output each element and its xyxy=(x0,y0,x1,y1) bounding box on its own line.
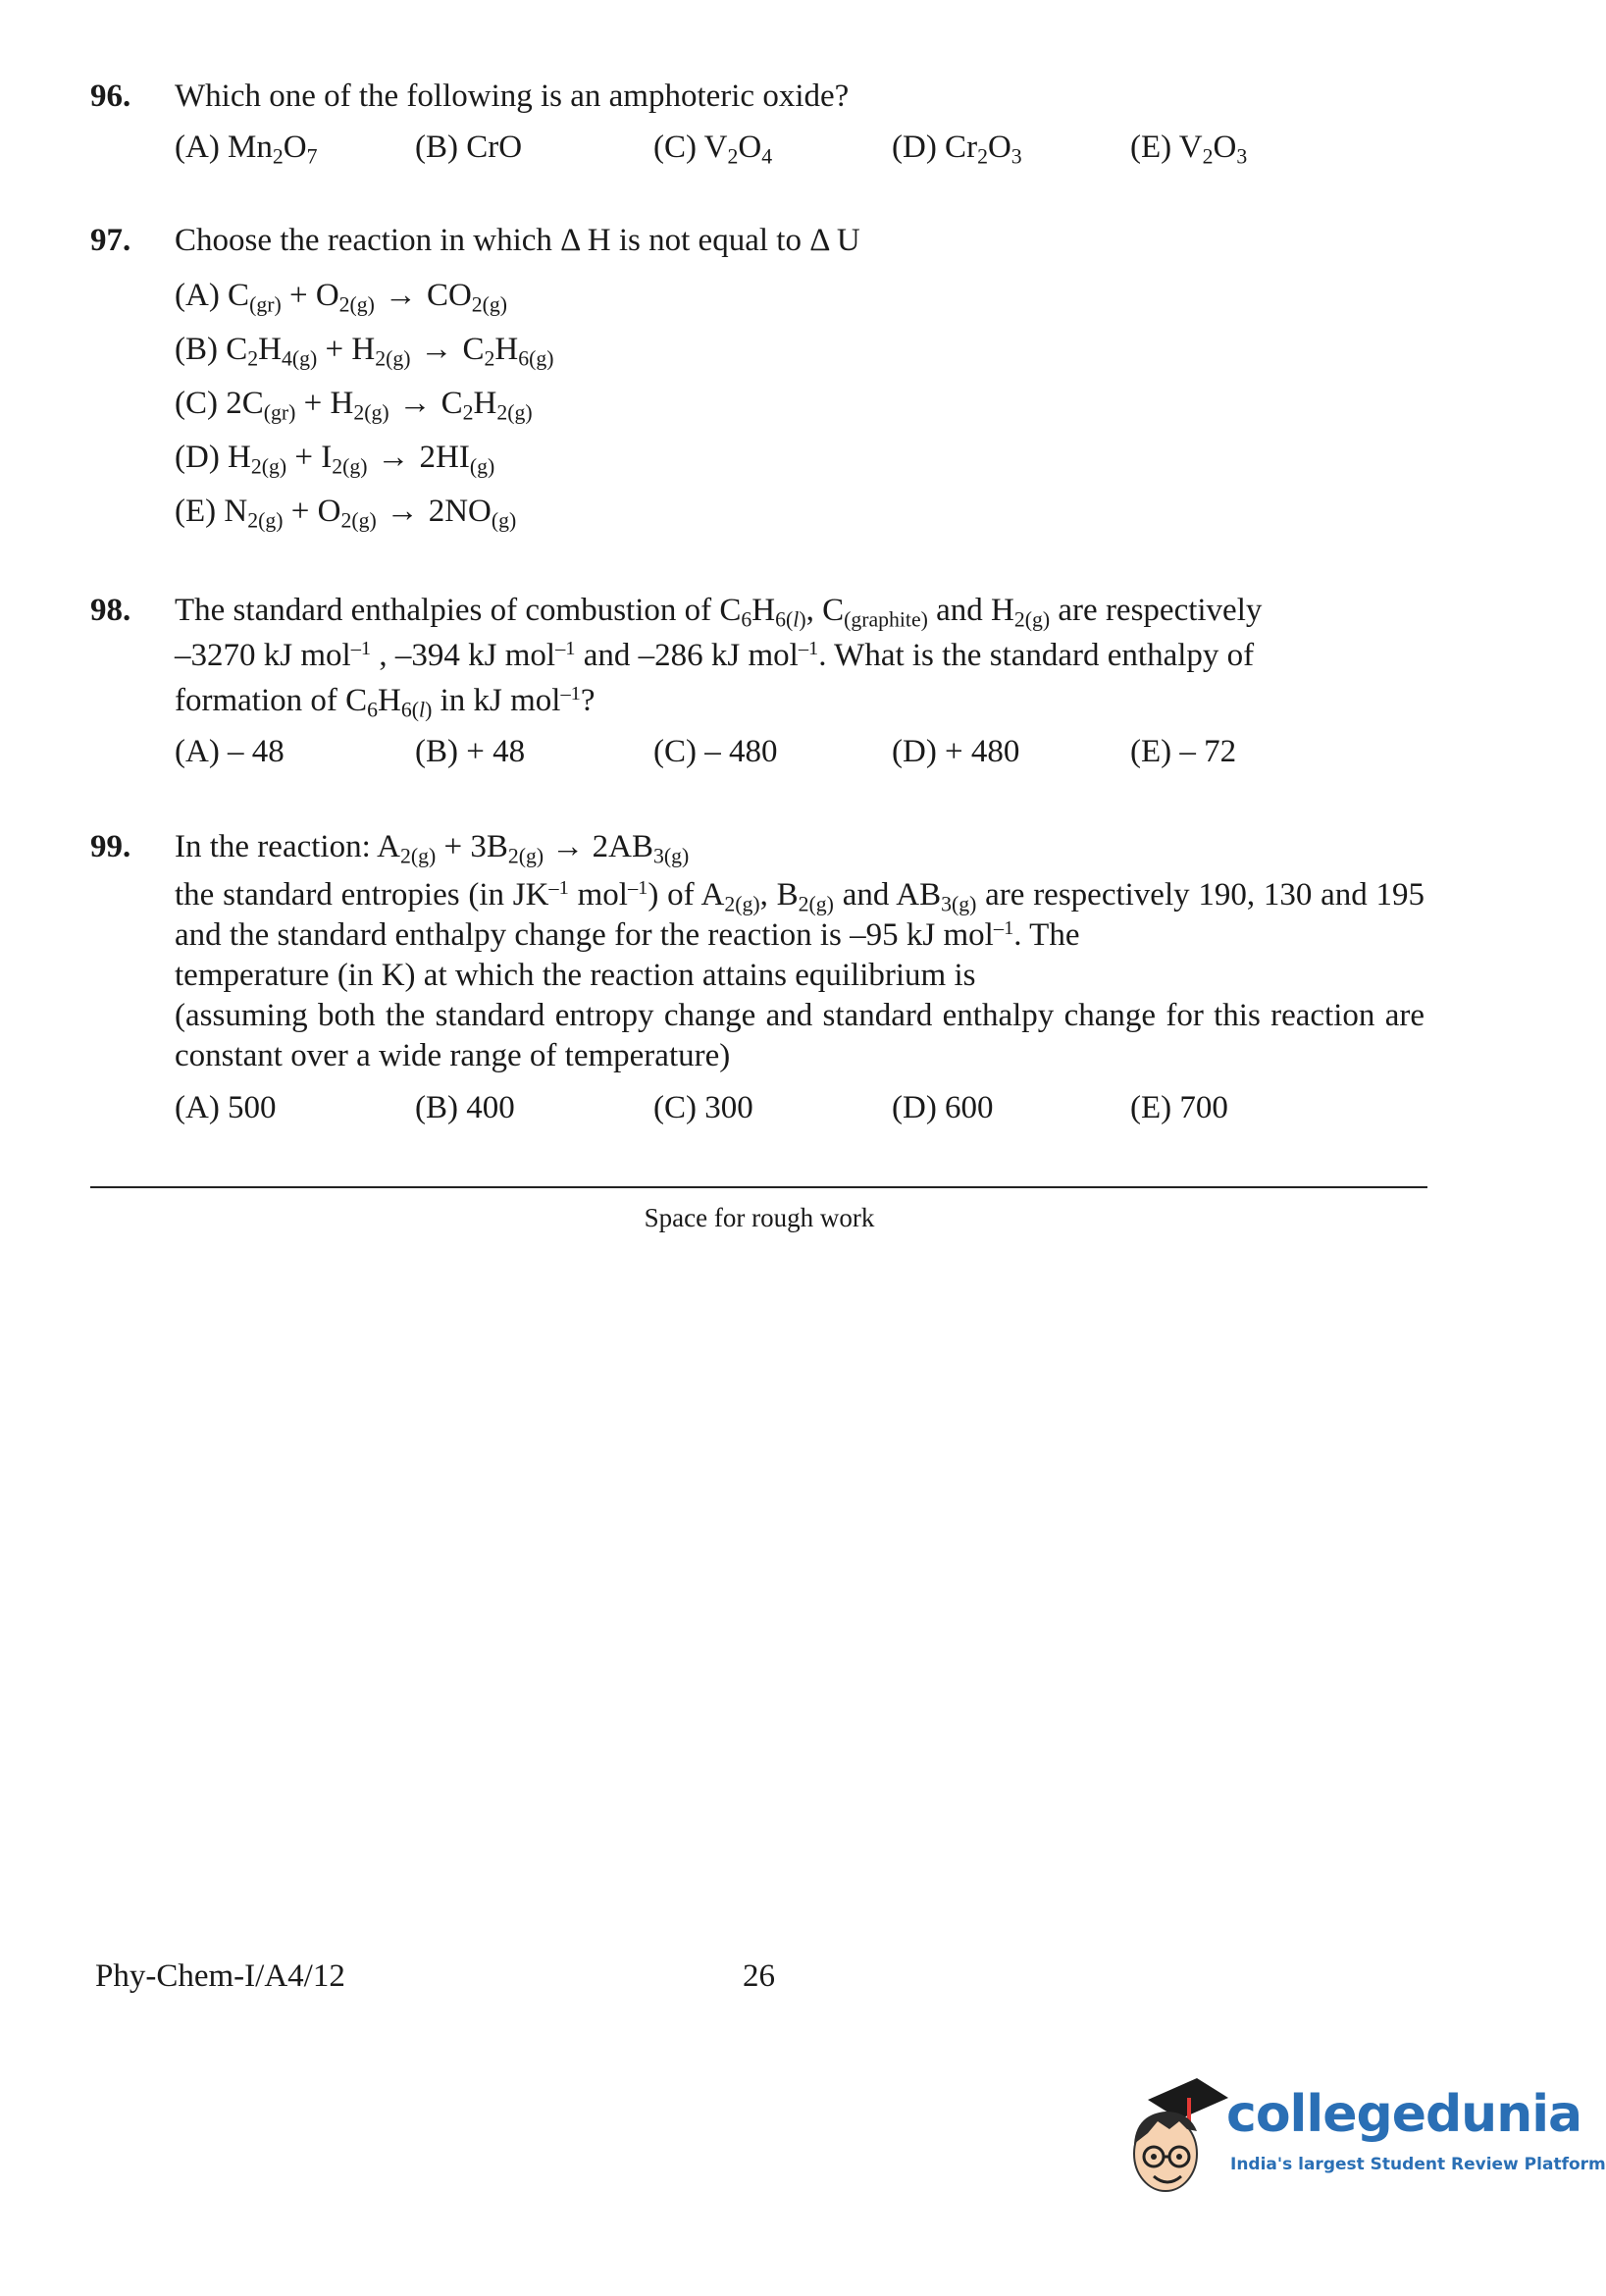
option-e: (E) $V_2O_3$ xyxy=(1130,130,1248,169)
option-c: (C) $2C_{(gr)} + H_{2(g)} \to C_2H_{2(g)}$ xyxy=(175,386,533,425)
question-text: Which one of the following is an amphoteric oxide? xyxy=(175,78,850,114)
brand-tagline: India's largest Student Review Platform xyxy=(1230,2155,1606,2174)
option-e: (E) 700 xyxy=(1130,1090,1228,1125)
option-a: (A) $C_{(gr)} + O_{2(g)} \to CO_{2(g)}$ xyxy=(175,278,508,317)
options-row xyxy=(175,1088,1425,1139)
question-number: 97. xyxy=(90,223,131,258)
option-a: (A) $Mn_2O_7$ xyxy=(175,130,318,169)
option-a: (A) 500 xyxy=(175,1090,277,1125)
option-c: (C) $V_2O_4$ xyxy=(653,130,773,169)
paper-code: Phy-Chem-I/A4/12 xyxy=(95,1958,345,1994)
question-number: 96. xyxy=(90,78,131,114)
question-text-3: (assuming both the standard entropy change and standard enthalpy change for this reaction are constant over a wide range of temperature) xyxy=(175,998,1425,1073)
options-row xyxy=(175,729,1425,780)
question-text: Choose the reaction in which Δ H is not equal to Δ U xyxy=(175,223,860,258)
question-97 xyxy=(90,218,1425,539)
option-d: (D) $H_{2(g)} + I_{2(g)} \to 2HI_{(g)}$ xyxy=(175,440,495,479)
option-e: (E) $N_{2(g)} + O_{2(g)} \to 2NO_{(g)}$ xyxy=(175,494,517,533)
option-e: (E) – 72 xyxy=(1130,734,1237,769)
option-b: (B) + 48 xyxy=(415,734,526,769)
option-d: (D) 600 xyxy=(892,1090,994,1125)
rough-work-label: Space for rough work xyxy=(644,1203,875,1232)
question-text: the standard entropies (in $JK^{-1}$ mol$^{-1}$) of $A_{2(g)}$, $B_{2(g)}$ and $AB_{3(g)}$ are respectively 190, 130 and 195 and the standard enthalpy change for the reaction is –95 kJ mol$^{-1}$. The xyxy=(175,876,1425,953)
brand-name: collegedunia xyxy=(1226,2085,1582,2144)
question-98 xyxy=(90,588,1425,780)
option-d: (D) $Cr_2O_3$ xyxy=(892,130,1022,169)
option-a: (A) – 48 xyxy=(175,734,285,769)
reaction-line: In the reaction: $A_{2(g)} + 3B_{2(g)} \to 2AB_{3(g)}$ xyxy=(175,829,690,868)
option-c: (C) – 480 xyxy=(653,734,778,769)
question-96 xyxy=(90,74,1425,176)
question-number: 98. xyxy=(90,593,131,628)
option-c: (C) 300 xyxy=(653,1090,753,1125)
question-text-2: temperature (in K) at which the reaction attains equilibrium is xyxy=(175,958,976,993)
option-b: (B) 400 xyxy=(415,1090,515,1125)
mascot-icon xyxy=(1118,2061,1236,2257)
question-text: The standard enthalpies of combustion of $C_6H_{6(l)}$, $C_{(graphite)}$ and $H_{2(g)}$ are respectively –3270 kJ mol$^{-1}$ , –394 kJ mol$^{-1}$ and –286 kJ mol$^{-1}$. What is the standard enthalpy of formation of $C_6H_{6(l)}$ in kJ mol$^{-1}$? xyxy=(175,593,1263,722)
question-number: 99. xyxy=(90,829,131,864)
divider xyxy=(90,1186,1427,1188)
option-b: (B) $C_2H_{4(g)} + H_{2(g)} \to C_2H_{6(g)}$ xyxy=(175,332,554,371)
option-b: (B) CrO xyxy=(415,130,523,165)
option-d: (D) + 480 xyxy=(892,734,1020,769)
question-99 xyxy=(90,827,1425,1139)
page-number: 26 xyxy=(743,1958,775,1994)
options-row xyxy=(175,125,1425,176)
